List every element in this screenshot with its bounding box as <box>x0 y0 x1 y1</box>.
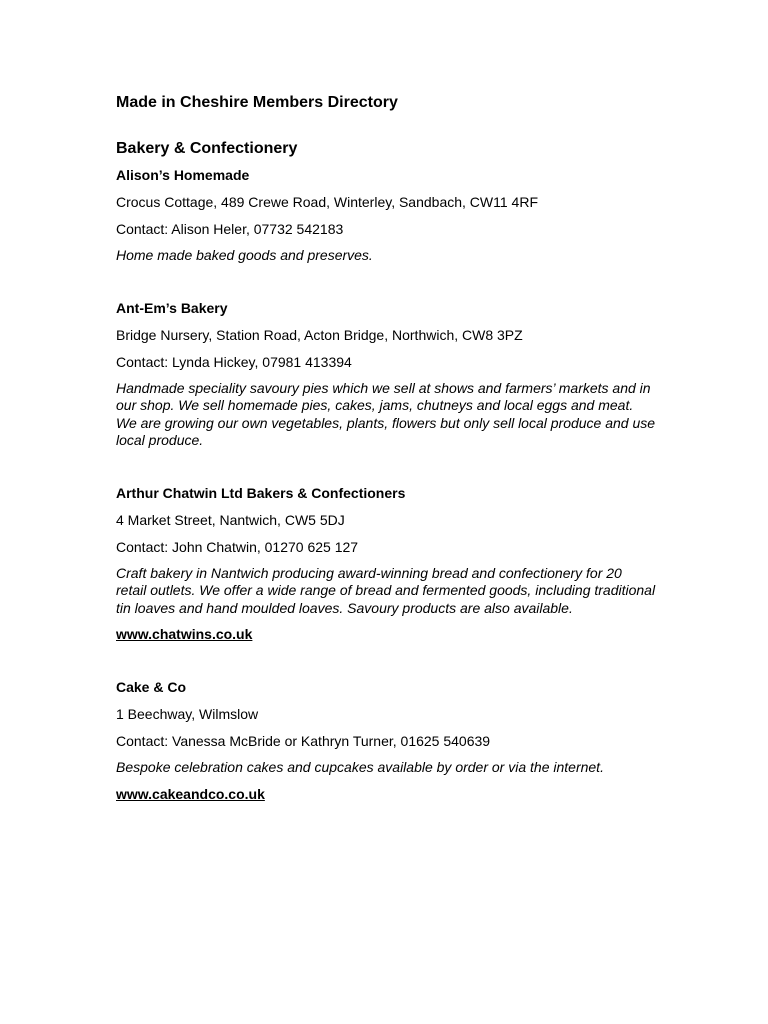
entry-website-link[interactable]: www.cakeandco.co.uk <box>116 785 265 802</box>
entry-description: Bespoke celebration cakes and cupcakes available by order or via the internet. <box>116 759 604 775</box>
entry-name: Alison’s Homemade <box>116 167 250 183</box>
entry-website-link[interactable]: www.chatwins.co.uk <box>116 626 253 642</box>
entry-contact: Contact: Alison Heler, 07732 542183 <box>116 221 344 237</box>
directory-entry <box>116 299 656 450</box>
entry-description: Home made baked goods and preserves. <box>116 247 373 263</box>
entry-name: Arthur Chatwin Ltd Bakers & Confectioners <box>116 484 406 501</box>
entry-address: Crocus Cottage, 489 Crewe Road, Winterley, Sandbach, CW11 4RF <box>116 194 539 210</box>
directory-entry <box>116 484 656 645</box>
entry-contact: Contact: Vanessa McBride or Kathryn Turner, 01625 540639 <box>116 733 491 749</box>
entry-address: Bridge Nursery, Station Road, Acton Bridge, Northwich, CW8 3PZ <box>116 326 523 343</box>
entry-name: Cake & Co <box>116 679 187 695</box>
entry-contact: Contact: John Chatwin, 01270 625 127 <box>116 538 359 555</box>
entry-description: Craft bakery in Nantwich producing award-winning bread and confectionery for 20 retail outlets. We offer a wide range of bread and fermented goods, including traditional tin loaves and hand moulded loaves. Savoury products are also available. <box>116 564 656 616</box>
entry-description: Handmade speciality savoury pies which we sell at shows and farmers’ markets and in our shop. We sell homemade pies, cakes, jams, chutneys and local eggs and meat. We are growing our own vegetables, plants, flowers but only sell local produce and use local produce. <box>116 379 656 448</box>
section-title: Bakery & Confectionery <box>116 140 298 157</box>
directory-entry <box>116 678 656 804</box>
entry-name: Ant-Em’s Bakery <box>116 299 228 316</box>
entry-address: 4 Market Street, Nantwich, CW5 5DJ <box>116 511 345 528</box>
document-page <box>116 92 656 804</box>
directory-entry <box>116 166 656 265</box>
entry-contact: Contact: Lynda Hickey, 07981 413394 <box>116 353 352 370</box>
entry-address: 1 Beechway, Wilmslow <box>116 706 259 722</box>
document-title: Made in Cheshire Members Directory <box>116 94 398 111</box>
